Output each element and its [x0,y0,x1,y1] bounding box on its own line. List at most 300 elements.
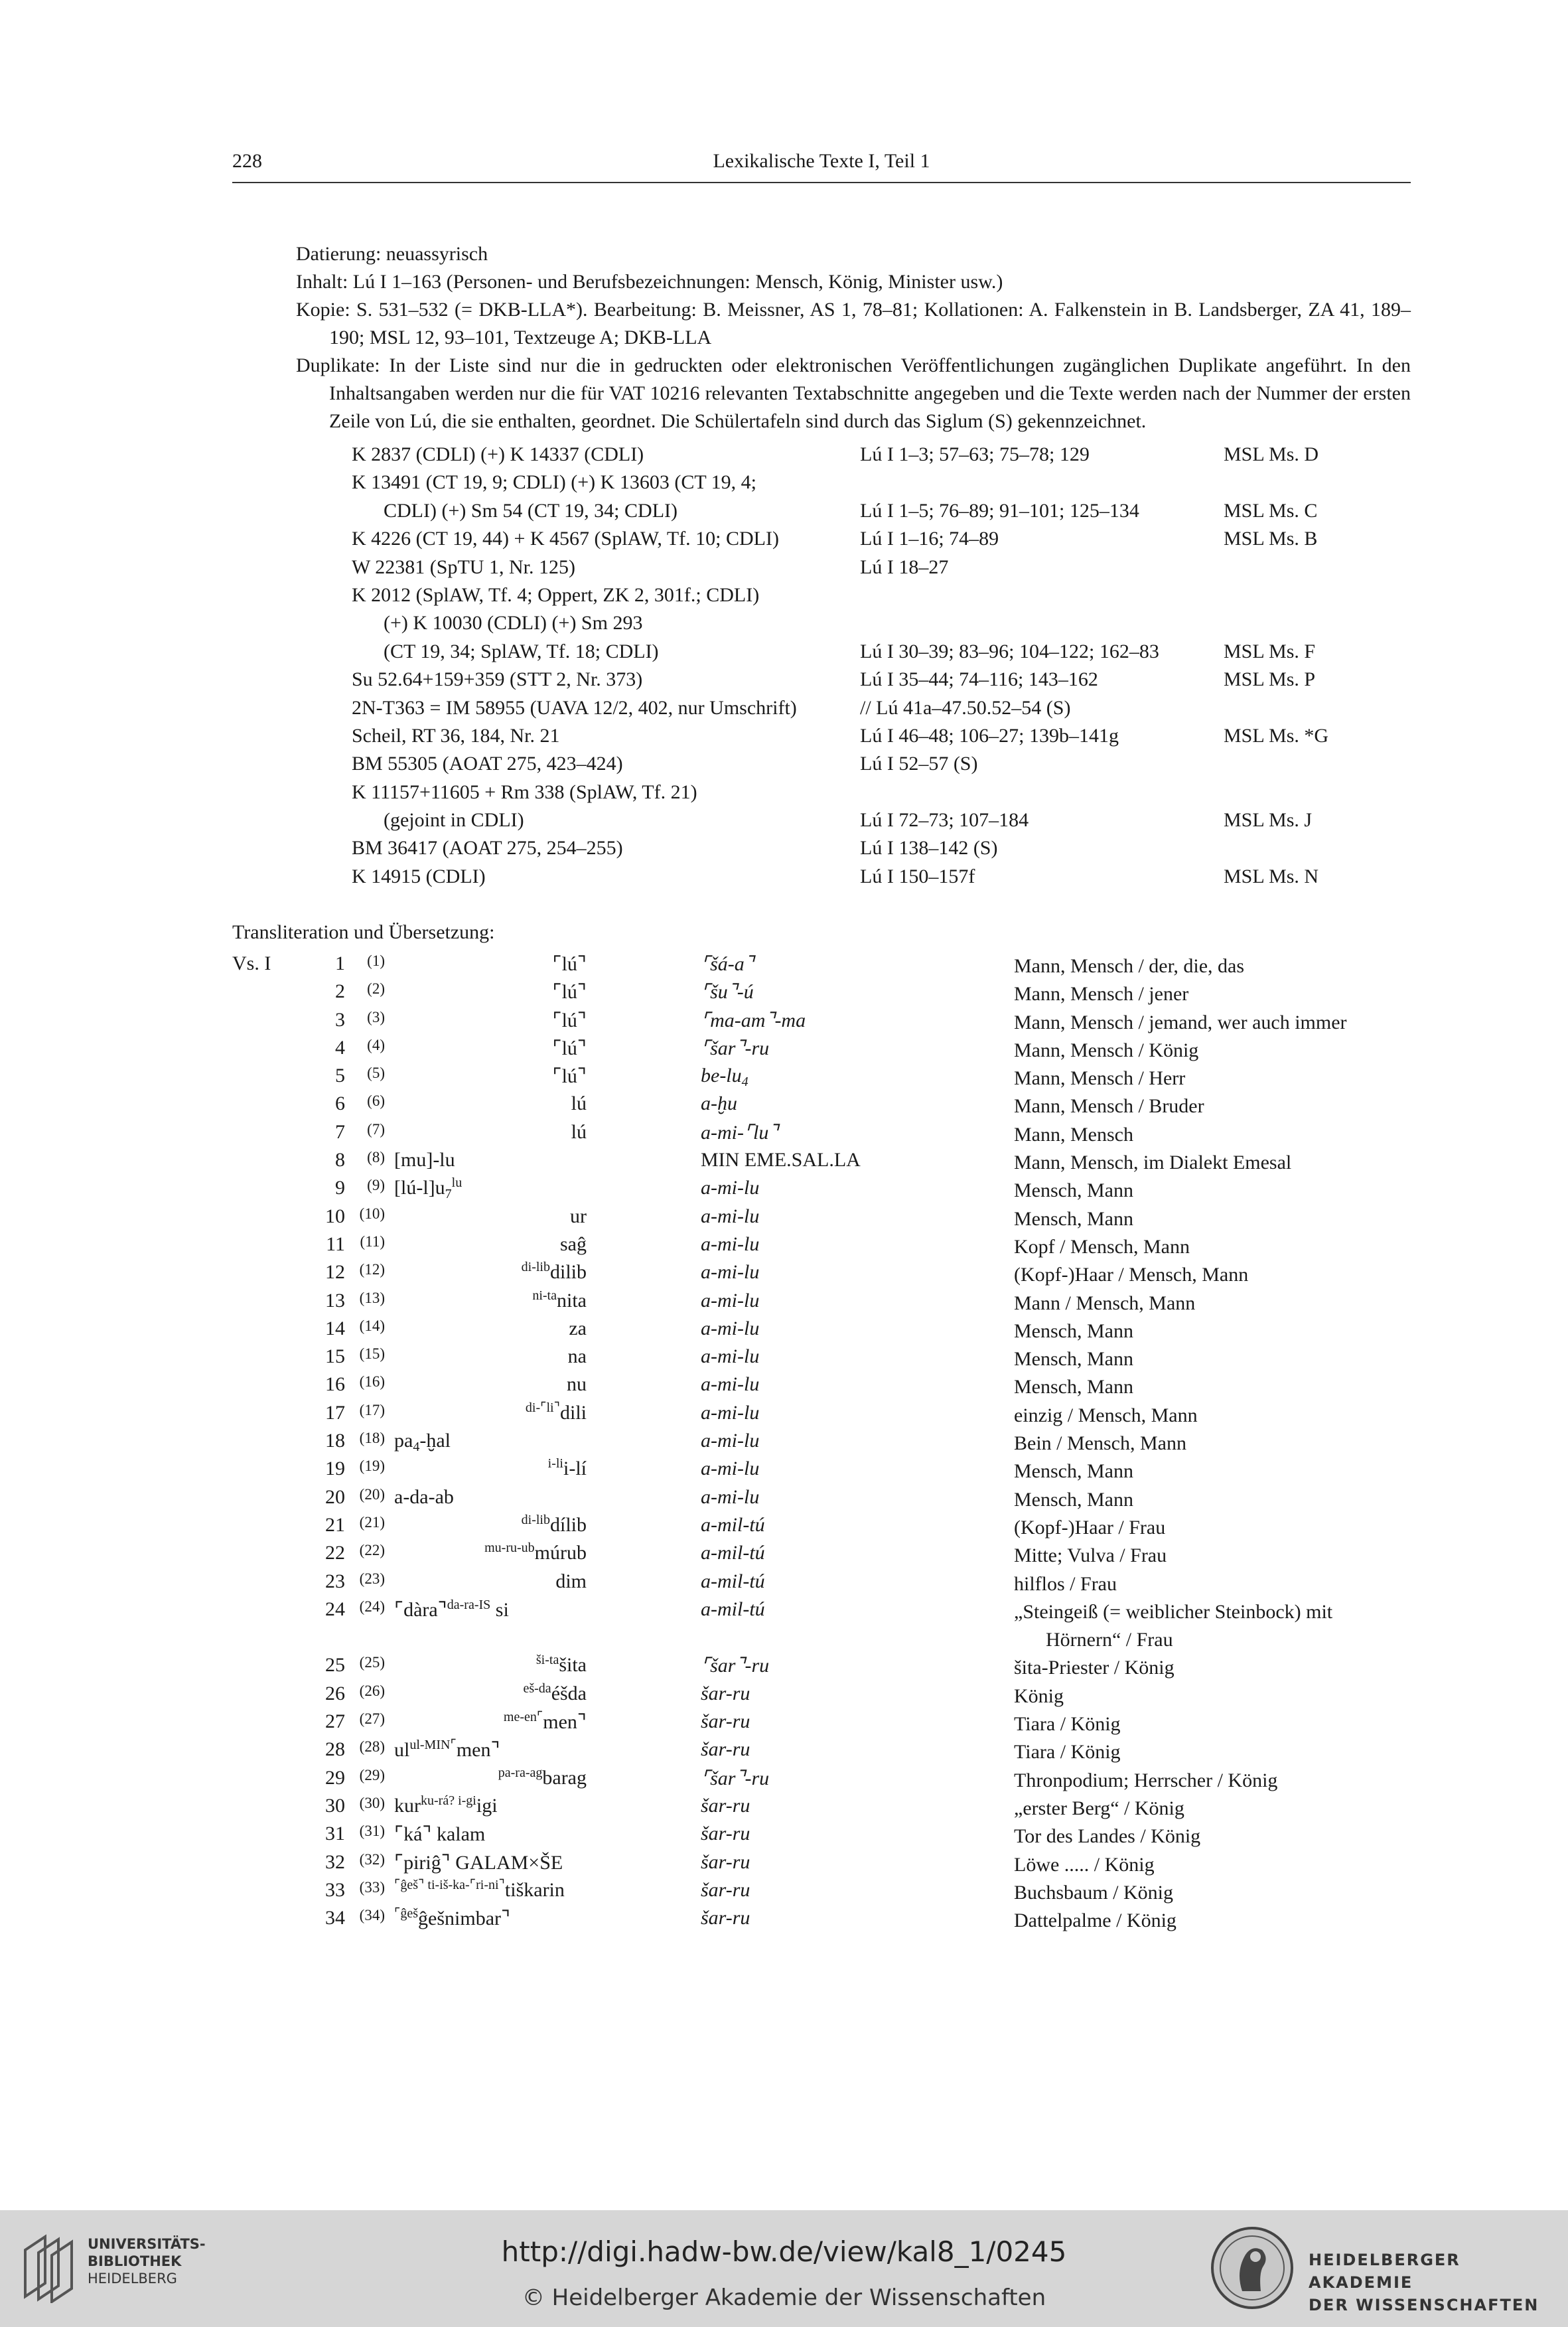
translation-text: (Kopf-)Haar / Frau [1014,1516,1166,1539]
german-translation [1014,1683,1412,1710]
duplicate-msl-siglum: MSL Ms. B [1224,528,1318,550]
duplicate-source: (+) K 10030 (CDLI) (+) Sm 293 [384,612,643,635]
akkadian-entry: a-mil-tú [701,1513,765,1536]
translit-row [232,1570,1413,1598]
line-reference: (17) [359,1401,385,1418]
sumerian-entry: $pa_4$-ḫal [394,1430,451,1455]
akkadian-entry: ⌜šu⌝-ú [701,981,754,1004]
german-translation [1014,1009,1412,1037]
duplicate-line-range: Lú I 72–73; 107–184 [860,809,1029,832]
german-translation [1014,1149,1412,1177]
translit-row [232,1290,1413,1317]
line-reference: (24) [359,1598,385,1615]
line-reference: (10) [359,1205,385,1222]
translit-row [232,980,1413,1008]
akkadian-entry: a-mi-lu [701,1401,760,1424]
german-translation [1014,1514,1412,1542]
translation-text: Mann, Mensch [1014,1123,1133,1146]
duplicate-line-range: Lú I 150–157f [860,865,975,887]
duplicate-source: BM 36417 (AOAT 275, 254–255) [352,837,623,860]
translit-row [232,1795,1413,1823]
translit-row [232,1542,1413,1570]
line-reference: (4) [367,1036,385,1053]
line-number: 4 [335,1036,345,1059]
duplicate-msl-siglum: MSL Ms. P [1224,668,1316,691]
duplicate-source: K 2837 (CDLI) (+) K 14337 (CDLI) [352,443,644,465]
translation-text: Mensch, Mann [1014,1179,1133,1202]
duplicate-row [352,806,1413,834]
german-translation [1014,1851,1412,1879]
german-translation [1014,1037,1412,1065]
translation-text: Tiara / König [1014,1713,1121,1736]
ub-logo-line-2: BIBLIOTHEK [88,2253,182,2269]
line-number: 3 [335,1008,345,1031]
duplicate-row [352,554,1413,581]
akkadian-entry: ⌜šar⌝-ru [701,1655,770,1677]
duplicate-line-range: Lú I 138–142 (S) [860,837,998,860]
akkadian-entry: a-mil-tú [701,1570,765,1592]
translation-text: Mann, Mensch / der, die, das [1014,955,1245,977]
line-number: 25 [325,1654,345,1677]
duplicate-source: K 4226 (CT 19, 44) + K 4567 (SplAW, Tf. 10; CDLI) [352,528,779,550]
sumerian-entry: ur [570,1205,587,1227]
duplicate-row [352,609,1413,637]
german-translation [1014,1486,1412,1514]
sumerian-entry: a-da-ab [394,1485,454,1508]
akkadian-entry: a-ḫu [701,1092,737,1115]
sumerian-entry: nu [567,1373,587,1396]
line-reference: (23) [359,1570,385,1587]
duplicate-source: (gejoint in CDLI) [384,809,524,832]
translation-text: „erster Berg“ / König [1014,1797,1184,1819]
akkadian-entry: a-mi-lu [701,1317,760,1339]
akkadian-entry: a-mi-lu [701,1289,760,1312]
duplicate-msl-siglum: MSL Ms. C [1224,499,1318,522]
line-number: 29 [325,1766,345,1789]
duplicate-line-range: Lú I 1–3; 57–63; 75–78; 129 [860,443,1090,465]
translation-text: „Steingeiß (= weiblicher Steinbock) mit [1014,1600,1333,1623]
german-translation [1014,1177,1412,1205]
line-reference: (6) [367,1092,385,1110]
translit-row [232,1823,1413,1850]
line-reference: (32) [359,1850,385,1868]
translit-row [232,1037,1413,1065]
line-reference: (9) [367,1177,385,1194]
line-reference: (26) [359,1682,385,1699]
translit-row [232,1738,1413,1766]
line-number: 1 [335,952,345,974]
akkadian-entry: a-mi-lu [701,1345,760,1368]
duplicate-msl-siglum: MSL Ms. D [1224,443,1319,465]
sumerian-entry: saĝ [560,1233,587,1255]
line-reference: (19) [359,1458,385,1475]
german-translation [1014,1710,1412,1738]
duplicate-line-range: Lú I 18–27 [860,556,949,578]
duplicate-row [352,694,1413,722]
duplicate-source: K 14915 (CDLI) [352,865,486,887]
sumerian-entry: $^{eš-da}$éšda [523,1681,587,1704]
akkadian-entry: a-mi-lu [701,1177,760,1199]
duplicate-row [352,834,1413,862]
line-reference: (33) [359,1878,385,1896]
duplicate-line-range: Lú I 1–5; 76–89; 91–101; 125–134 [860,499,1139,522]
german-translation [1014,1767,1412,1795]
duplicate-source: K 11157+11605 + Rm 338 (SplAW, Tf. 21) [352,781,697,803]
translit-row [232,1261,1413,1289]
sumerian-entry: $^{di-⌜li⌝}$dili [525,1400,587,1424]
sumerian-entry: $^{i-li}$i-lí [547,1456,587,1480]
translation-text: König [1014,1685,1064,1707]
line-number: 16 [325,1373,345,1396]
translit-section-title: Transliteration und Übersetzung: [232,921,495,943]
page-number: 228 [232,150,262,172]
line-number: 17 [325,1401,345,1424]
academy-logo-text [1309,2249,1554,2316]
german-translation [1014,1402,1412,1430]
duplicate-source: CDLI) (+) Sm 54 (CT 19, 34; CDLI) [384,499,677,522]
translit-row [232,1486,1413,1514]
translation-text: hilflos / Frau [1014,1572,1117,1595]
line-number: 9 [335,1177,345,1199]
line-number: 24 [325,1598,345,1620]
german-translation [1014,1233,1412,1261]
line-reference: (11) [360,1233,385,1250]
duplicate-row [352,722,1413,750]
translation-text: Mann, Mensch / König [1014,1039,1199,1061]
translit-row [232,952,1413,980]
translit-row [232,1907,1413,1935]
german-translation [1014,980,1412,1008]
academy-logo-line-2: DER WISSENSCHAFTEN [1309,2296,1539,2314]
german-translation [1014,1795,1412,1823]
translit-row [232,1879,1413,1907]
duplicate-source: BM 55305 (AOAT 275, 423–424) [352,753,623,775]
duplicate-source: Su 52.64+159+359 (STT 2, Nr. 373) [352,668,643,691]
line-number: 10 [325,1205,345,1227]
line-reference: (29) [359,1766,385,1783]
translit-row [232,1683,1413,1710]
duplicate-row [352,779,1413,806]
line-number: 33 [325,1878,345,1901]
akkadian-entry: ⌜šá-a⌝ [701,953,754,975]
duplicate-source: K 13491 (CT 19, 9; CDLI) (+) K 13603 (CT 19, 4; [352,471,756,494]
line-reference: (1) [367,952,385,969]
akkadian-entry: ⌜šar⌝-ru [701,1767,770,1789]
akkadian-entry: a-mi-lu [701,1458,760,1480]
sumerian-entry: $^{mu-ru-ub}$múrub [484,1540,587,1564]
translation-text: Mitte; Vulva / Frau [1014,1544,1167,1567]
translit-row [232,1233,1413,1261]
line-number: 20 [325,1485,345,1508]
sumerian-entry: $[lú-l]u_7^{lu}$ [394,1175,463,1202]
translation-text: Mensch, Mann [1014,1319,1133,1342]
line-reference: (18) [359,1430,385,1447]
line-reference: (15) [359,1345,385,1363]
line-reference: (25) [359,1654,385,1671]
line-reference: (20) [359,1485,385,1503]
translation-text: Mann, Mensch / jener [1014,983,1189,1006]
akkadian-entry: ⌜ma-am⌝-ma [701,1009,806,1031]
german-translation [1014,1879,1412,1907]
translation-text: Mensch, Mann [1014,1460,1133,1483]
copy-line: Kopie: S. 531–532 (= DKB-LLA*). Bearbeitung: B. Meissner, AS 1, 78–81; Kollationen: A. Falkenstein in B. Landsberger, ZA 41, 189–190; MSL 12, 93–101, Textzeuge A; DKB-LLA [296,299,1411,348]
line-number: 11 [326,1233,345,1255]
line-number: 6 [335,1092,345,1115]
line-reference: (12) [359,1261,385,1278]
akkadian-entry: a-mi-lu [701,1485,760,1508]
line-number: 23 [325,1570,345,1592]
akkadian-entry: a-mi-lu [701,1430,760,1452]
translation-text: Buchsbaum / König [1014,1881,1173,1904]
ub-logo-line-3: HEIDELBERG [88,2271,177,2287]
duplicates-table [352,441,1413,891]
translation-text: Mann, Mensch / Bruder [1014,1095,1204,1118]
sumerian-entry: ⌜lú⌝ [552,1037,587,1059]
contents-line: Inhalt: Lú I 1–163 (Personen- und Berufsbezeichnungen: Mensch, König, Minister usw.) [296,271,1003,293]
metadata-block [296,240,1411,435]
akkadian-entry: a-mi-⌜lu⌝ [701,1121,778,1144]
translation-continuation: Hörnern“ / Frau [1046,1629,1173,1651]
translation-text: einzig / Mensch, Mann [1014,1404,1198,1426]
line-number: 15 [325,1345,345,1368]
sumerian-entry: lú [571,1120,587,1143]
duplicate-source: W 22381 (SpTU 1, Nr. 125) [352,556,575,578]
sumerian-entry: kur$^{ku-rá? i-gi}$igi [394,1793,498,1817]
german-translation [1014,1373,1412,1401]
academy-logo[interactable] [1209,2225,1554,2312]
akkadian-entry: šar-ru [701,1907,750,1929]
duplicate-line-range: Lú I 35–44; 74–116; 143–162 [860,668,1098,691]
sumerian-entry: ⌜piriĝ⌝ GALAM×ŠE [394,1851,563,1874]
sumerian-entry: $^{di-lib}$dilib [521,1260,587,1284]
german-translation [1014,1121,1412,1149]
translation-text: Bein / Mensch, Mann [1014,1432,1186,1455]
line-reference: (14) [359,1317,385,1334]
akkadian-entry: šar-ru [701,1823,750,1845]
line-reference: (28) [359,1738,385,1756]
translit-row [232,1402,1413,1430]
line-reference: (27) [359,1710,385,1728]
footer-copyright: © Heidelberger Akademie der Wissenschaften [522,2285,1046,2311]
translation-text: Löwe ..... / König [1014,1853,1155,1876]
duplicate-line-range: Lú I 1–16; 74–89 [860,528,999,550]
sumerian-entry: ⌜lú⌝ [552,1009,587,1031]
sumerian-entry: ⌜ká⌝ kalam [394,1823,486,1846]
sumerian-entry: lú [571,1092,587,1115]
duplicates-paragraph: Duplikate: In der Liste sind nur die in gedruckten oder elektronischen Veröffentlichungen zugänglichen Duplikate angeführt. In den Inhaltsangaben werden nur die für VAT 10216 relevanten Textabschnitte angegeben und die Texte werden nach der Nummer der ersten Zeile von Lú, die sie enthalten, geordnet. Die Schülertafeln sind durch das Siglum (S) gekennzeichnet. [296,354,1411,432]
akkadian-entry: a-mil-tú [701,1542,765,1564]
duplicate-row [352,525,1413,553]
translit-row [232,1373,1413,1401]
akkadian-entry: a-mi-lu [701,1261,760,1284]
line-reference: (21) [359,1513,385,1531]
translit-row [232,1177,1413,1205]
line-number: 7 [335,1120,345,1143]
translation-text: šita-Priester / König [1014,1657,1175,1679]
duplicate-row [352,497,1413,525]
duplicate-source: Scheil, RT 36, 184, Nr. 21 [352,724,560,747]
german-translation [1014,1092,1412,1120]
translation-text: (Kopf-)Haar / Mensch, Mann [1014,1264,1249,1286]
line-number: 8 [335,1149,345,1171]
duplicate-row [352,750,1413,778]
translit-row [232,1009,1413,1037]
german-translation [1014,1345,1412,1373]
translation-text: Dattelpalme / König [1014,1910,1176,1932]
translit-row [232,1458,1413,1485]
akkadian-entry: a-mi-lu [701,1373,760,1396]
german-translation [1014,1907,1412,1935]
translit-row [232,1654,1413,1682]
transliteration-table [232,952,1413,1935]
german-translation [1014,1823,1412,1850]
line-number: 21 [325,1513,345,1536]
german-translation [1014,1738,1412,1766]
academy-seal-icon [1209,2225,1295,2311]
duplicate-msl-siglum: MSL Ms. J [1224,809,1313,832]
sumerian-entry: ⌜lú⌝ [552,981,587,1004]
german-translation [1014,1542,1412,1570]
duplicate-msl-siglum: MSL Ms. F [1224,640,1316,662]
akkadian-entry: a-mil-tú [701,1598,765,1620]
line-number: 14 [325,1317,345,1339]
translation-text: Thronpodium; Herrscher / König [1014,1769,1278,1791]
line-number: 27 [325,1710,345,1733]
german-translation [1014,1065,1412,1092]
line-reference: (22) [359,1542,385,1559]
akkadian-entry: ⌜šar⌝-ru [701,1037,770,1059]
duplicate-source: (CT 19, 34; SplAW, Tf. 18; CDLI) [384,640,659,662]
german-translation [1014,1317,1412,1345]
akkadian-entry: šar-ru [701,1738,750,1761]
sumerian-entry: $^{⌜ĝeš⌝ ti-iš-ka-⌜ri-ni⌝}$tiškarin [394,1877,565,1901]
running-title: Lexikalische Texte I, Teil 1 [713,150,930,172]
footer-bar [0,2210,1568,2327]
line-number: 18 [325,1430,345,1452]
translation-text: Mensch, Mann [1014,1376,1133,1398]
translation-text: Mann, Mensch / Herr [1014,1067,1186,1090]
page-header [232,150,1411,183]
akkadian-entry: šar-ru [701,1710,750,1733]
line-number: 26 [325,1682,345,1704]
translation-text: Tiara / König [1014,1741,1121,1764]
line-number: 34 [325,1907,345,1929]
sumerian-entry: ⌜lú⌝ [552,1065,587,1088]
akkadian-entry: šar-ru [701,1850,750,1873]
akkadian-entry: šar-ru [701,1682,750,1704]
duplicate-source: K 2012 (SplAW, Tf. 4; Oppert, ZK 2, 301f.; CDLI) [352,583,760,606]
sumerian-entry: ⌜lú⌝ [552,953,587,975]
sumerian-entry: $^{me-en⌜}$men⌝ [503,1710,587,1734]
obverse-label: Vs. I [232,952,271,974]
sumerian-entry: $^{⌜ĝeš}$ĝešnimbar⌝ [394,1906,511,1930]
akkadian-entry: šar-ru [701,1794,750,1817]
line-number: 5 [335,1065,345,1087]
line-reference: (8) [367,1149,385,1166]
translit-row [232,1598,1413,1655]
translit-row [232,1149,1413,1177]
line-reference: (30) [359,1794,385,1811]
duplicate-row [352,441,1413,469]
line-reference: (7) [367,1120,385,1138]
translation-text: Mensch, Mann [1014,1207,1133,1230]
line-number: 22 [325,1542,345,1564]
german-translation [1014,1570,1412,1598]
german-translation [1014,1290,1412,1317]
line-reference: (34) [359,1907,385,1924]
footer-url-link[interactable]: http://digi.hadw-bw.de/view/kal8_1/0245 [501,2235,1067,2268]
duplicate-msl-siglum: MSL Ms. *G [1224,724,1329,747]
translit-row [232,1514,1413,1542]
translation-text: Kopf / Mensch, Mann [1014,1235,1190,1258]
line-number: 13 [325,1289,345,1312]
translation-text: Mann, Mensch, im Dialekt Emesal [1014,1152,1292,1174]
line-reference: (2) [367,980,385,998]
line-reference: (5) [367,1065,385,1082]
translation-text: Mann, Mensch / jemand, wer auch immer [1014,1011,1347,1033]
translation-text: Mensch, Mann [1014,1348,1133,1371]
sumerian-entry: za [569,1317,587,1339]
translit-row [232,1345,1413,1373]
duplicate-line-range: Lú I 52–57 (S) [860,753,978,775]
duplicate-msl-siglum: MSL Ms. N [1224,865,1319,887]
line-number: 12 [325,1261,345,1284]
akkadian-entry: $be-lu_4$ [701,1065,748,1090]
translit-row [232,1092,1413,1120]
sumerian-entry: $^{ni-ta}$nita [532,1288,587,1312]
duplicate-line-range: Lú I 46–48; 106–27; 139b–141g [860,724,1119,747]
german-translation [1014,1205,1412,1233]
translit-row [232,1121,1413,1149]
akkadian-entry: a-mi-lu [701,1205,760,1227]
akkadian-entry: MIN EME.SAL.LA [701,1149,861,1171]
line-reference: (16) [359,1373,385,1390]
translation-text: Mensch, Mann [1014,1488,1133,1511]
duplicate-row [352,666,1413,694]
translit-row [232,1317,1413,1345]
german-translation [1014,1430,1412,1458]
sumerian-entry: $^{di-lib}$dílib [521,1512,587,1536]
translit-row [232,1767,1413,1795]
ub-logo-line-1: UNIVERSITÄTS- [88,2236,206,2252]
german-translation [1014,1598,1412,1655]
line-number: 30 [325,1794,345,1817]
german-translation [1014,1261,1412,1289]
sumerian-entry: $^{ši-ta}$šita [535,1653,587,1677]
sumerian-entry: [mu]-lu [394,1149,455,1171]
duplicate-line-range: // Lú 41a–47.50.52–54 (S) [860,696,1071,719]
translit-row [232,1851,1413,1879]
line-number: 31 [325,1823,345,1845]
dating-line: Datierung: neuassyrisch [296,243,488,265]
german-translation [1014,952,1412,980]
academy-logo-line-1: HEIDELBERGER AKADEMIE [1309,2251,1461,2292]
translit-row [232,1205,1413,1233]
translation-text: Mann / Mensch, Mann [1014,1292,1196,1314]
line-number: 28 [325,1738,345,1761]
translit-row [232,1430,1413,1458]
sumerian-entry: $ul^{ul-MIN⌜}men⌝$ [394,1738,500,1762]
line-reference: (3) [367,1008,385,1025]
duplicate-line-range: Lú I 30–39; 83–96; 104–122; 162–83 [860,640,1159,662]
sumerian-entry: na [567,1345,587,1368]
line-number: 19 [325,1458,345,1480]
duplicate-source: 2N-T363 = IM 58955 (UAVA 12/2, 402, nur Umschrift) [352,696,797,719]
translit-row [232,1065,1413,1092]
duplicate-row [352,638,1413,666]
translation-text: Tor des Landes / König [1014,1825,1201,1848]
sumerian-entry: ⌜dàra⌝$^{da-ra-IS}$ si [394,1597,509,1621]
